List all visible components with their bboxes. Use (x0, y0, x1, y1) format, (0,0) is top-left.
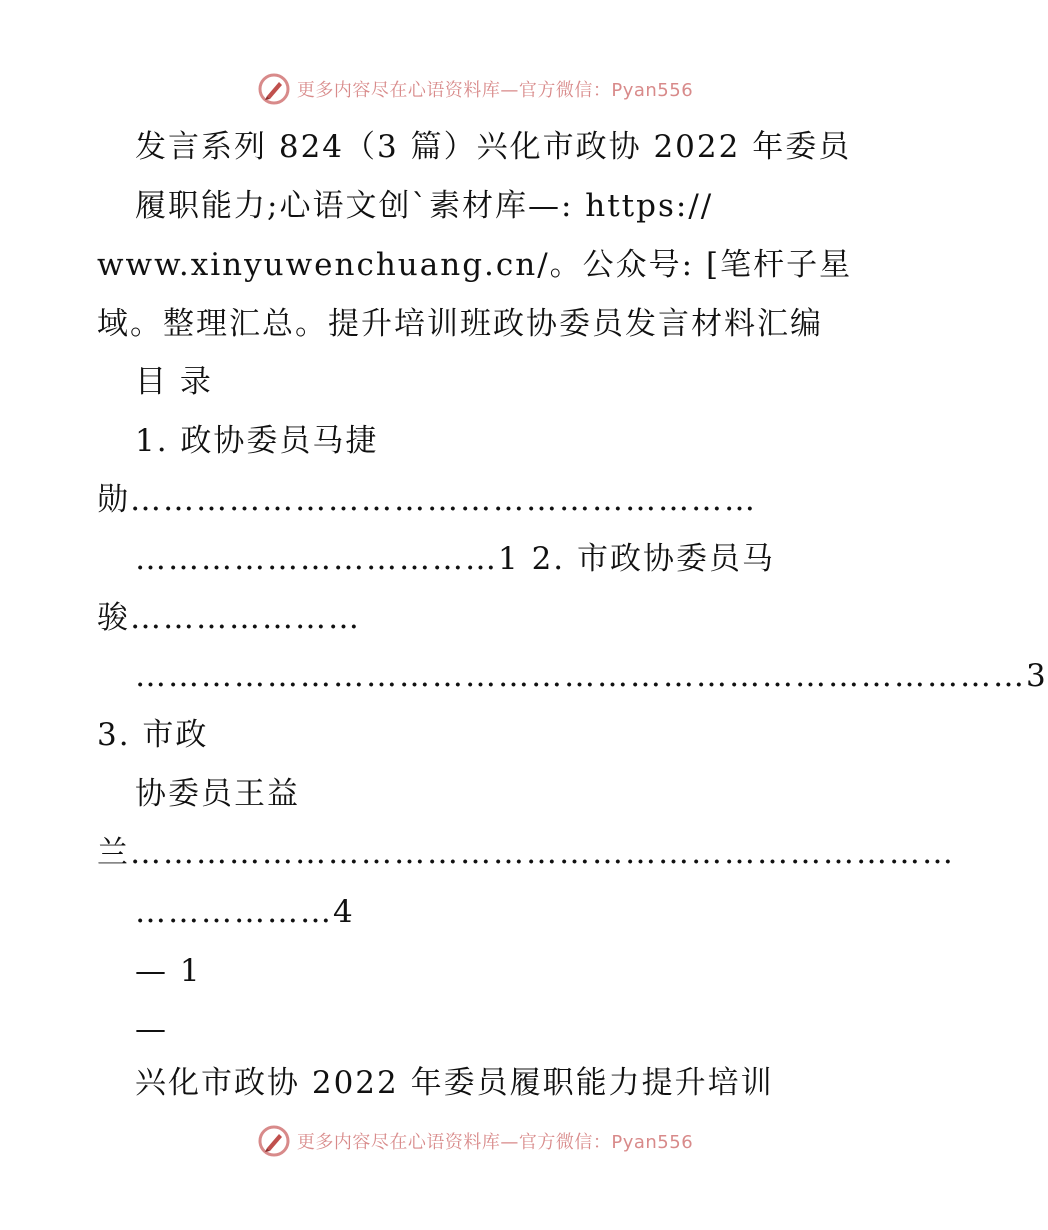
header-watermark-text: 更多内容尽在心语资料库—官方微信：Pyan556 (296, 80, 694, 101)
toc-entry-3-title-start: 3. 市政 (97, 717, 209, 753)
text-line-3: www.xinyuwenchuang.cn/。公众号: [笔杆子星 (97, 247, 853, 283)
footer-watermark-text: 更多内容尽在心语资料库—官方微信：Pyan556 (296, 1132, 694, 1153)
toc-entry-2-leader: 骏………………… (97, 600, 361, 636)
pen-logo-icon (257, 1124, 291, 1158)
toc-entry-3-title-end: 协委员王益 (135, 776, 300, 812)
text-line-4: 域。整理汇总。提升培训班政协委员发言材料汇编 (97, 306, 823, 342)
toc-entry-2-page: ………………………………………………………………………3 (135, 658, 1048, 694)
toc-entry-1-leader: 勋………………………………………………… (97, 482, 757, 518)
page-number-dash: — (135, 1011, 168, 1047)
text-line-1: 发言系列 824（3 篇）兴化市政协 2022 年委员 (135, 129, 852, 165)
toc-heading: 目 录 (135, 364, 213, 400)
footer-watermark-banner (0, 1124, 950, 1158)
toc-entry-1-title: 1. 政协委员马捷 (135, 423, 379, 459)
toc-entry-1-page-and-entry-2: ……………………………1 2. 市政协委员马 (135, 541, 776, 577)
text-line-2: 履职能力;心语文创`素材库—: https:// (135, 188, 714, 224)
toc-entry-3-page: ………………4 (135, 894, 355, 930)
section-title: 兴化市政协 2022 年委员履职能力提升培训 (135, 1065, 774, 1101)
header-watermark-banner (0, 72, 950, 106)
page-number: — 1 (135, 953, 202, 989)
toc-entry-3-leader: 兰………………………………………………………………… (97, 835, 955, 871)
pen-logo-icon (257, 72, 291, 106)
